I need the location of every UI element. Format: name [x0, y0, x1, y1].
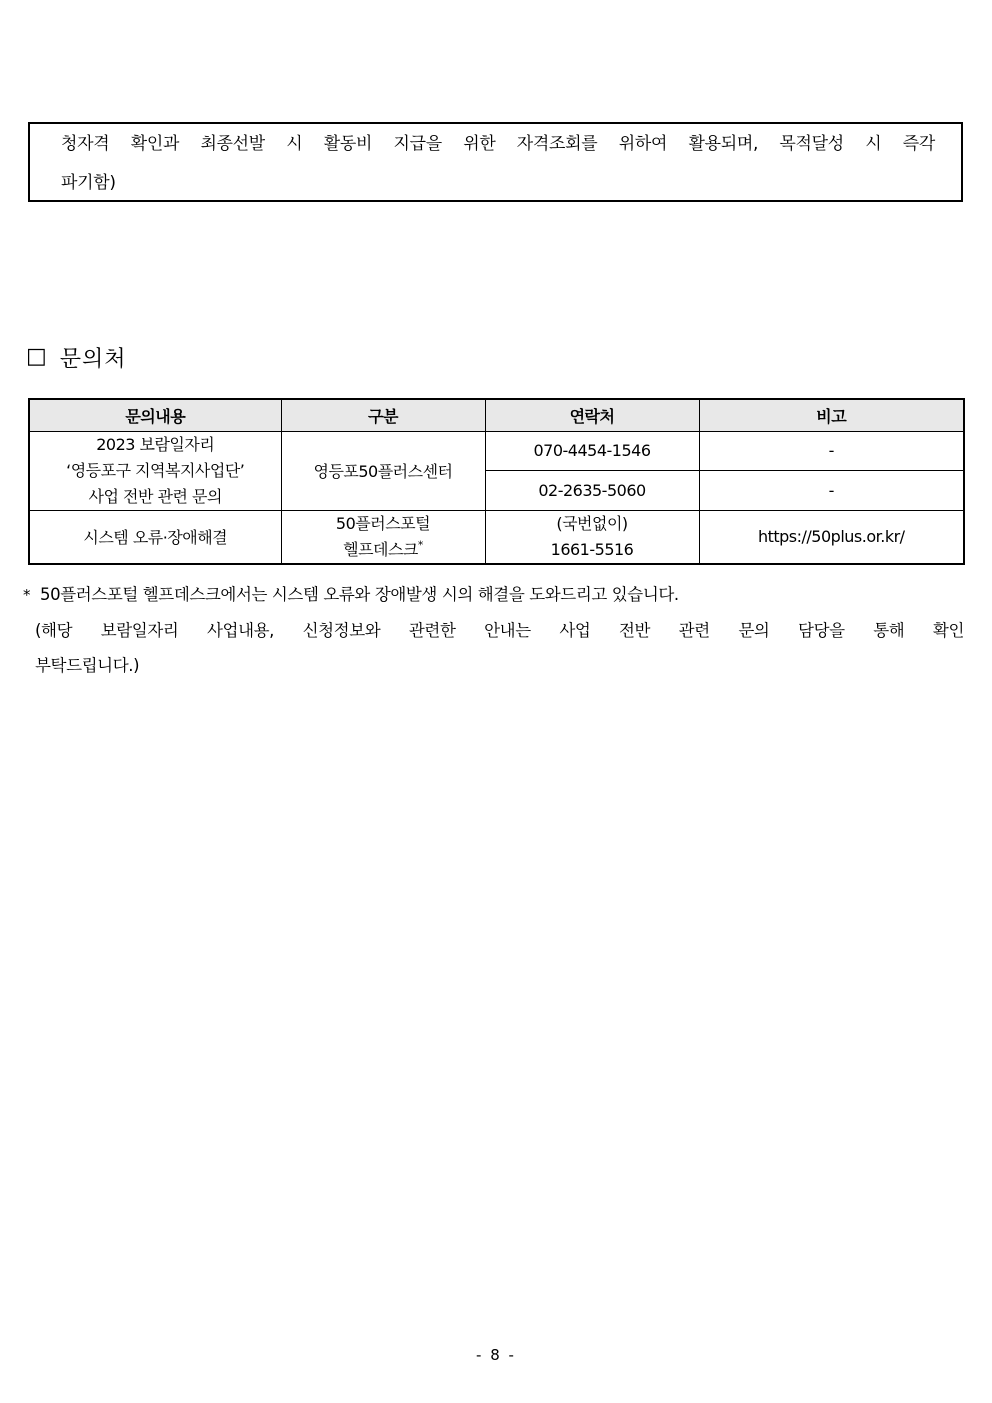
footnote-paren-line-1: (해당 보람일자리 사업내용, 신청정보와 관련한 안내는 사업 전반 관련 문의 담당을 통해 확인 — [35, 621, 964, 640]
system-category-line-1: 50플러스포털 — [335, 513, 431, 533]
notice-box-line-2: 파기함) — [61, 173, 116, 193]
program-inquiry-line-3: 사업 전반 관련 문의 — [88, 486, 222, 506]
square-bullet-icon: □ — [26, 343, 48, 369]
footnote-reference-mark: * — [417, 538, 423, 552]
system-contact-line-1: (국번없이) — [556, 513, 628, 533]
cell-system-category — [281, 510, 485, 564]
header-note: 비고 — [699, 399, 964, 431]
notice-box — [28, 122, 963, 202]
header-inquiry-content: 문의내용 — [29, 399, 281, 431]
footnote-paren-block — [35, 613, 964, 683]
section-title: 문의처 — [59, 347, 127, 372]
footnote-line-1: * 50플러스포털 헬프데스크에서는 시스템 오류와 장애발생 시의 해결을 도와드리고 있습니다. — [23, 577, 964, 613]
contact-section-heading — [26, 342, 127, 373]
cell-program-inquiry — [29, 431, 281, 510]
cell-system-contact — [485, 510, 699, 564]
table-row-program-1 — [29, 431, 964, 471]
footnote — [23, 577, 964, 683]
cell-system-note-url: https://50plus.or.kr/ — [699, 510, 964, 564]
cell-program-note-2: - — [699, 471, 964, 511]
cell-program-contact-1: 070-4454-1546 — [485, 431, 699, 471]
header-contact: 연락처 — [485, 399, 699, 431]
contact-table-wrap — [28, 398, 965, 565]
cell-program-contact-2: 02-2635-5060 — [485, 471, 699, 511]
notice-box-line-1: 청자격 확인과 최종선발 시 활동비 지급을 위한 자격조회를 위하여 활용되며, 목적달성 시 즉각 — [61, 134, 935, 154]
cell-program-note-1: - — [699, 431, 964, 471]
header-category: 구분 — [281, 399, 485, 431]
table-row-system — [29, 510, 964, 564]
footnote-paren-line-2: 부탁드립니다.) — [35, 656, 140, 675]
asterisk-marker: * — [23, 586, 31, 604]
page-number: - 8 - — [476, 1346, 516, 1364]
contact-table — [28, 398, 965, 565]
system-category-line-2: 헬프데스크* — [343, 538, 423, 559]
table-header-row — [29, 399, 964, 431]
program-inquiry-line-2: ‘영등포구 지역복지사업단’ — [66, 460, 245, 480]
cell-system-inquiry: 시스템 오류·장애해결 — [29, 510, 281, 564]
cell-program-category: 영등포50플러스센터 — [281, 431, 485, 510]
system-contact-line-2: 1661-5516 — [550, 539, 634, 559]
program-inquiry-line-1: 2023 보람일자리 — [96, 434, 215, 454]
